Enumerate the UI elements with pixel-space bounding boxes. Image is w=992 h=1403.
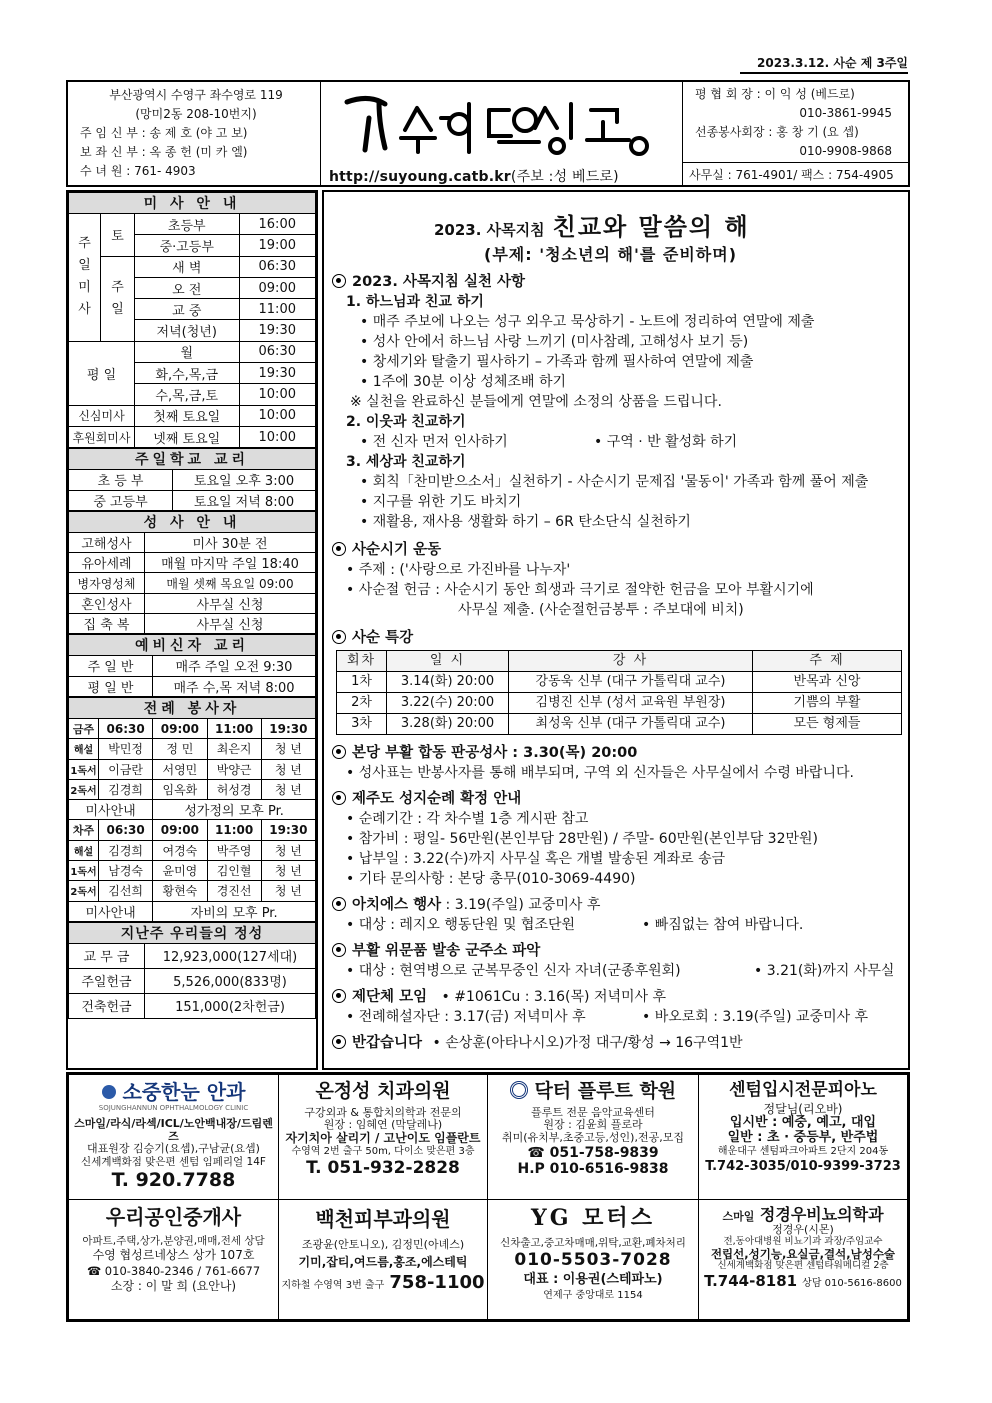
sunday-mass-label: 주일미사 bbox=[69, 214, 101, 342]
council-phone: 010-3861-9945 bbox=[799, 106, 892, 120]
parish-address: 부산광역시 수영구 좌수영로 119 bbox=[109, 88, 283, 102]
bullet-icon bbox=[332, 1035, 346, 1049]
flute-logo-icon bbox=[510, 1081, 528, 1099]
bullet-icon bbox=[332, 897, 346, 911]
council-president: 평 협 회 장 : 이 익 성 (베드로) bbox=[695, 87, 855, 101]
parish-address-old: (망미2동 208-10번지) bbox=[135, 107, 257, 121]
parish-info bbox=[68, 82, 321, 185]
pastor-line: 주 임 신 부 : 송 제 호 (야 고 보) bbox=[80, 126, 248, 140]
section-heading: 아치에스 행사 : 3.19(주일) 교중미사 후 bbox=[332, 895, 904, 915]
motto-title: 2023. 사목지침 친교와 말씀의 해 bbox=[434, 213, 750, 241]
section-heading: 본당 부활 합동 판공성사 : 3.30(목) 20:00 bbox=[332, 743, 904, 763]
advertisements bbox=[66, 1072, 910, 1322]
ad-urology[interactable]: 스마일 정경우비뇨의학과 정경우(시몬) 전,동아대병원 비뇨기과 과장/주임교수 전립선,성기능,요실금,결석,남성수술 신세계백화점 맞은편 센텀타워메디컬 2층 T.744-8181 상담 010-5616-8600 bbox=[698, 1199, 908, 1320]
school-table: 주일학교 교리 초 등 부 토요일 오후 3:00 중 고등부 토요일 저녁 8:00 bbox=[68, 448, 316, 511]
section-heading: 사순시기 운동 bbox=[332, 540, 904, 560]
ad-motors[interactable]: YG 모터스 신차출고,중고차매매,위탁,교환,폐차처리 010-5503-7028 대표 : 이용권(스테파노) 연제구 중앙대로 1154 bbox=[487, 1199, 699, 1320]
convent-line: 수 녀 원 : 761- 4903 bbox=[80, 164, 196, 178]
section-heading: 제단체 모임 • #1061Cu : 3.16(목) 저녁미사 후 bbox=[332, 987, 904, 1007]
ad-eye-clinic[interactable]: 소중한눈 안과 SOJUNGHANNUN OPHTHALMOLOGY CLINIC 스마일/라식/라섹/ICL/노안백내장/드림렌즈 대표원장 김승기(요셉),구남균(요셉) 신세계백화점 맞은편 센텀 임페리얼 14F T. 920.7788 bbox=[68, 1074, 279, 1200]
ad-dermatology[interactable]: 백천피부과의원 조광윤(안토니오), 김정민(아녜스) 기미,잡티,여드름,홍조,에스테틱 지하철 수영역 3번 출구 758-1100 bbox=[278, 1199, 488, 1320]
bullet-icon bbox=[332, 745, 346, 759]
bullet-icon bbox=[332, 791, 346, 805]
section-heading: 2023. 사목지침 실천 사항 bbox=[332, 272, 904, 292]
ad-real-estate[interactable]: 우리공인중개사 아파트,주택,상가,분양권,매매,전세 상담 수영 협성르네상스 상가 107호 ☎ 010-3840-2346 / 761-6677 소장 : 이 말 희 (요안나) bbox=[68, 1199, 279, 1320]
bullet-icon bbox=[332, 274, 346, 288]
lecture-table: 회차 일 시 강 사 주 제 1차 3.14(화) 20:00 강동욱 신부 (대구 가톨릭대 교수) 반목과 신앙 2차 3.22(수) 20:00 김병진 신부 (성서 교육원 부원장) 기쁨의 부활 3차 3.28(화) 20:00 최성욱 신부 (대구 가톨릭대 교수) 모든 형제들 bbox=[336, 650, 902, 735]
servers-table: 전례 봉사자 금주 06:30 09:00 11:00 19:30 해설 박민정 정 민 최은지 청 년 1독서 이금란 서영민 박양근 청 년 2독서 김경희 임옥화 허성경 청 년 미사안내 성가정의 모후 Pr. 차주 06:30 09:00 11:00 19:30 해설 김경희 여경숙 박주영 청 년 1독서 남경숙 윤미영 김인혈 청 년 2독서 김선희 황현숙 경진선 청 년 미사안내 자비의 모후 Pr. bbox=[68, 697, 316, 922]
parish-logo bbox=[339, 88, 669, 158]
bullet-icon bbox=[332, 943, 346, 957]
council-info bbox=[683, 82, 908, 185]
sacrament-table: 성 사 안 내 고해성사 미사 30분 전 유아세례 매월 마지막 주일 18:40 병자영성체 매월 셋째 목요일 09:00 혼인성사 사무실 신청 집 축 복 사무실 신청 bbox=[68, 511, 316, 634]
bullet-icon bbox=[332, 542, 346, 556]
masthead-title bbox=[321, 82, 683, 185]
ad-piano-academy[interactable]: 센텀입시전문피아노 정달님(리오바) 입시반 : 예중, 예고, 대입 일반 : 초 · 중등부, 반주법 해운대구 센텀파크아파트 2단지 204동 T.742-3035/010-9399-3723 bbox=[698, 1074, 908, 1200]
mass-title: 미 사 안 내 bbox=[69, 193, 316, 214]
service-president: 선종봉사회장 : 홍 창 기 (요 셉) bbox=[695, 125, 859, 139]
section-heading: 사순 특강 bbox=[332, 628, 904, 648]
issue-date: 2023.3.12. 사순 제 3주일 bbox=[740, 54, 908, 74]
motto-subtitle: (부제: '청소년의 해'를 준비하며) bbox=[484, 245, 738, 264]
bullet-icon bbox=[332, 989, 346, 1003]
ad-flute-academy[interactable]: 닥터 플루트 학원 플루트 전문 음악교육센터 원장 : 김윤희 플로라 취미(유치부,초중고등,성인),전공,모집 ☎ 051-758-9839 H.P 010-6516-9838 bbox=[487, 1074, 699, 1200]
section-heading: 반갑습니다 • 손상훈(아타나시오)가정 대구/황성 → 16구역1반 bbox=[332, 1033, 904, 1053]
service-phone: 010-9908-9868 bbox=[799, 144, 892, 158]
offering-table: 지난주 우리들의 정성 교 무 금 12,923,000(127세대) 주일헌금 5,526,000(833명) 건축헌금 151,000(2차헌금) bbox=[68, 922, 316, 1019]
catechumen-table: 예비신자 교리 주 일 반 매주 주일 오전 9:30 평 일 반 매주 수,목 저녁 8:00 bbox=[68, 634, 316, 697]
ad-dental-clinic[interactable]: 온정성 치과의원 구강외과 & 통합치의학과 전문의 원장 : 임혜연 (막달레나) 자기치아 살리기 / 고난이도 임플란트 수영역 2번 출구 50m, 다이소 맞은편 3층 T. 051-932-2828 bbox=[278, 1074, 488, 1200]
office-contact: 사무실 : 761-4901/ 팩스 : 754-4905 bbox=[683, 162, 908, 185]
mass-table: 미 사 안 내 주일미사 토 초등부 16:00 중·고등부 19:00 주일 새 벽 06:30 오 전 09:00 교 중 11:00 저녁(청년) 19:30 평 일 월 06:30 화,수,목,금 19:30 수,목,금,토 10:00 신심미사 첫째 토요일 10:00 후원회미사 넷째 토요일 10:00 bbox=[68, 192, 316, 448]
saturday-label: 토 bbox=[101, 214, 135, 257]
announcements: 2023. 사목지침 친교와 말씀의 해 (부제: '청소년의 해'를 준비하며) 2023. 사목지침 실천 사항 1. 하느님과 친교 하기 • 매주 주보에 나오는 성구 외우고 묵상하기 - 노트에 정리하여 연말에 제출 • 성사 안에서 하느님 사랑 느끼기 (미사참례, 고해성사 보기 등) • 창세기와 탈출기 필사하기 – 가족과 함께 필사하여 연말에 제출 • 1주에 30분 이상 성체조배 하기 ※ 실천을 완료하신 분들에게 연말에 소정의 상품을 드립니다. 2. 이웃과 친교하기 • 전 신자 먼저 인사하기 • 구역 · 반 활성화 하기 3. 세상과 친교하기 • 회칙「찬미받으소서」실천하기 - 사순시기 문제집 '물동이' 가족과 함께 풀어 제출 • 지구를 위한 기도 바치기 • 재활용, 재사용 생활화 하기 – 6R 탄소단식 실천하기 사순시기 운동 • 주제 : ('사랑으로 가진바를 나누자' • 사순절 헌금 : 사순시기 동안 희생과 극기로 절약한 헌금을 모아 부활시기에 사무실 제출. (사순절헌금봉투 : 주보대에 비치) 사순 특강 회차 일 시 강 사 주 제 1차 3.14(화) 20:00 강동욱 신부 (대구 가톨릭대 교수) 반목과 신앙 2차 3.22(수) 20:00 김병진 신부 (성서 교육원 부원장) 기쁨의 부활 3차 3.28(화) 20:00 최성욱 신부 (대구 가톨릭대 교수) 모든 형제들 본당 부활 합동 판공성사 : 3.30(목) 20:00 • 성사표는 반봉사자를 통해 배부되며, 구역 외 신자들은 사무실에서 수령 바랍니다. 제주도 성지순례 확정 안내 • 순례기간 : 각 차수별 1층 게시판 참고 • 참가비 : 평일- 56만원(본인부담 28만원) / 주말- 60만원(본인부담 32만원) • 납부일 : 3.22(수)까지 사무실 혹은 개별 발송된 계좌로 송금 • 기타 문의사항 : 본당 총무(010-3069-4490) 아치에스 행사 : 3.19(주일) 교중미사 후 • 대상 : 레지오 행동단원 및 협조단원 • 빠짐없는 참여 바랍니다. 부활 위문품 발송 군주소 파악 • 대상 : 현역병으로 군복무중인 신자 자녀(군종후원회) • 3.21(화)까지 사무실 제단체 모임 • #1061Cu : 3.16(목) 저녁미사 후 • 전례해설자단 : 3.17(금) 저녁미사 후 • 바오로회 : 3.19(주일) 교중미사 후 반갑습니다 • 손상훈(아타나시오)가정 대구/황성 → 16구역1반 bbox=[322, 190, 910, 1070]
bullet-icon bbox=[332, 630, 346, 644]
section-heading: 부활 위문품 발송 군주소 파악 bbox=[332, 941, 904, 961]
section-heading: 제주도 성지순례 확정 안내 bbox=[332, 789, 904, 809]
assistant-line: 보 좌 신 부 : 옥 종 헌 (미 카 엘) bbox=[80, 145, 248, 159]
sunday-label: 주일 bbox=[101, 256, 135, 341]
schedule-sidebar bbox=[66, 190, 318, 1070]
eye-icon bbox=[102, 1085, 116, 1099]
parish-url[interactable]: http://suyoung.catb.kr(주보 :성 베드로) bbox=[329, 169, 619, 185]
masthead bbox=[66, 80, 910, 187]
weekday-label: 평 일 bbox=[69, 341, 135, 405]
